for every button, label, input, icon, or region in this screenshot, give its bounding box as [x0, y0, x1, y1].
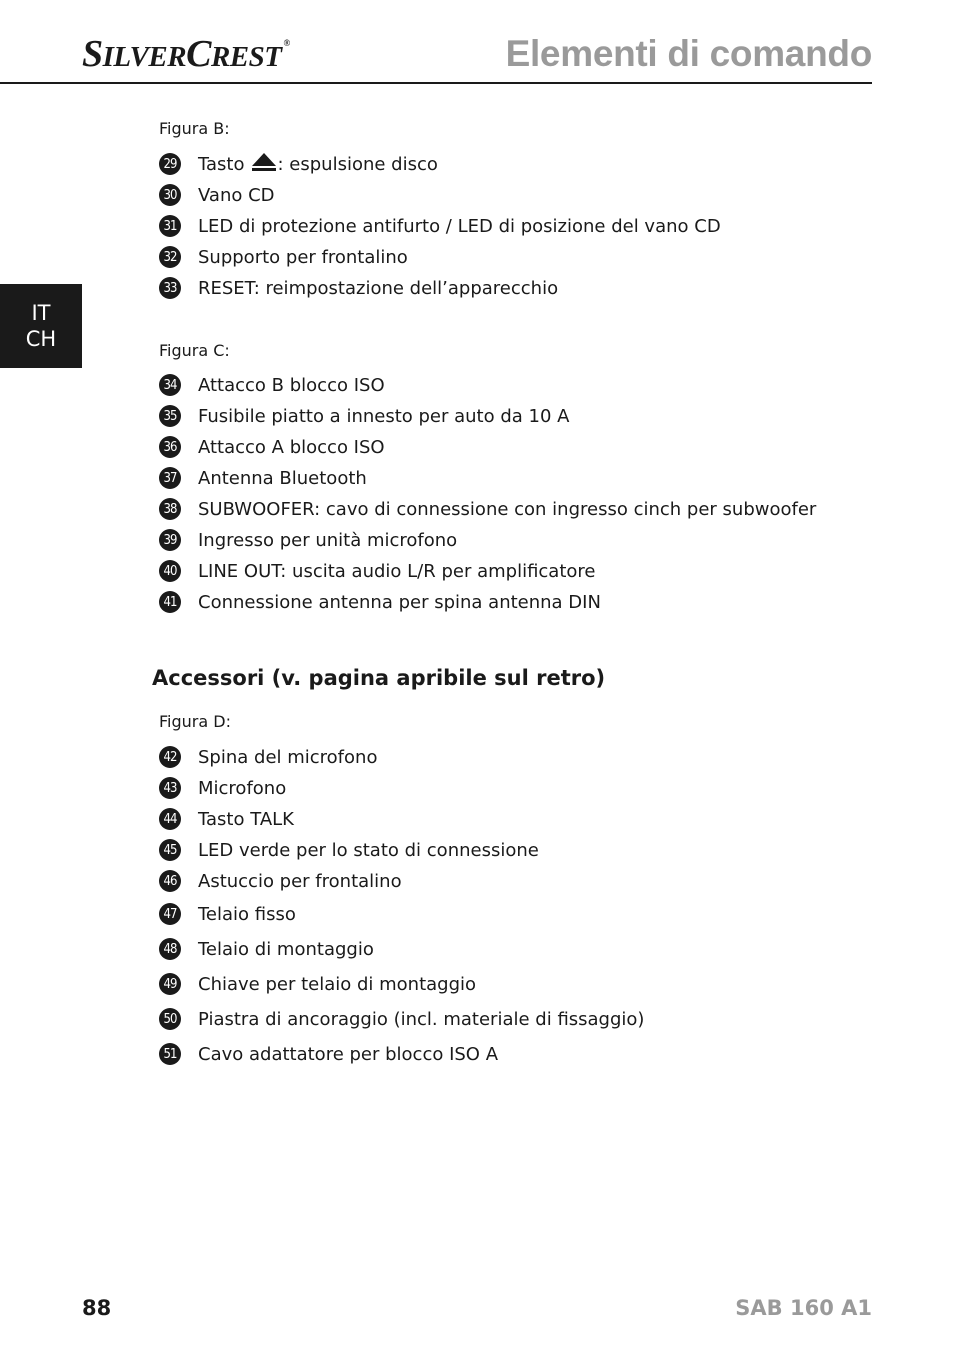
item-text: [198, 152, 438, 177]
list-item: [159, 591, 601, 613]
figure-b-label: Figura B:: [159, 119, 230, 138]
list-item: [159, 808, 294, 830]
item-text: Connessione antenna per spina antenna DIN: [198, 591, 601, 613]
list-item: [159, 277, 558, 299]
list-item: [159, 405, 569, 427]
item-text: RESET: reimpostazione dell’apparecchio: [198, 277, 559, 299]
list-item: [159, 870, 402, 892]
item-text: Attacco B blocco ISO: [198, 374, 385, 396]
page-number: 88: [82, 1296, 112, 1320]
item-text: Chiave per telaio di montaggio: [198, 973, 477, 995]
figure-d-label: Figura D:: [159, 712, 231, 731]
item-number-badge: 46: [159, 870, 181, 892]
item-number-badge: 41: [159, 591, 181, 613]
item-text: Spina del microfono: [198, 746, 378, 768]
item-text: Antenna Bluetooth: [198, 467, 367, 489]
item-text: Microfono: [198, 777, 287, 799]
list-item: [159, 746, 377, 768]
list-item: [159, 436, 385, 458]
item-text: Telaio fisso: [198, 903, 296, 925]
list-item: [159, 777, 286, 799]
item-text: Vano CD: [198, 184, 275, 206]
model-name: SAB 160 A1: [735, 1296, 872, 1320]
list-item: [159, 153, 438, 175]
item-number-badge: 29: [159, 153, 181, 175]
section-heading: Accessori (v. pagina apribile sul retro): [152, 666, 606, 690]
brand-logo: SILVERCREST ®: [82, 33, 290, 75]
item-text-after-icon: : espulsione disco: [277, 153, 438, 175]
item-text: Ingresso per unità microfono: [198, 529, 458, 551]
eject-icon: [251, 152, 277, 177]
item-number-badge: 48: [159, 938, 181, 960]
list-item: [159, 184, 275, 206]
item-number-badge: 39: [159, 529, 181, 551]
language-tab: [0, 284, 82, 368]
list-item: [159, 903, 296, 925]
item-text: Supporto per frontalino: [198, 246, 408, 268]
item-number-badge: 32: [159, 246, 181, 268]
item-text: Tasto TALK: [198, 808, 294, 830]
item-number-badge: 51: [159, 1043, 181, 1065]
item-text: LED di protezione antifurto / LED di posizione del vano CD: [198, 215, 721, 237]
item-number-badge: 44: [159, 808, 181, 830]
item-number-badge: 40: [159, 560, 181, 582]
item-text: LINE OUT: uscita audio L/R per amplificatore: [198, 560, 596, 582]
list-item: [159, 467, 367, 489]
item-number-badge: 42: [159, 746, 181, 768]
item-number-badge: 30: [159, 184, 181, 206]
item-text: LED verde per lo stato di connessione: [198, 839, 539, 861]
item-number-badge: 35: [159, 405, 181, 427]
list-item: [159, 246, 408, 268]
item-text: Fusibile piatto a innesto per auto da 10 A: [198, 405, 570, 427]
item-text: Astuccio per frontalino: [198, 870, 402, 892]
list-item: [159, 529, 457, 551]
item-number-badge: 37: [159, 467, 181, 489]
item-text: Piastra di ancoraggio (incl. materiale di fissaggio): [198, 1008, 645, 1030]
list-item: [159, 215, 721, 237]
figure-c-label: Figura C:: [159, 341, 230, 360]
header-divider: [0, 82, 872, 84]
item-text-before-icon: Tasto: [198, 153, 245, 175]
item-number-badge: 34: [159, 374, 181, 396]
item-number-badge: 43: [159, 777, 181, 799]
item-number-badge: 38: [159, 498, 181, 520]
item-text: Attacco A blocco ISO: [198, 436, 385, 458]
list-item: [159, 1008, 644, 1030]
list-item: [159, 1043, 498, 1065]
language-tab-line2: CH: [25, 327, 57, 351]
list-item: [159, 560, 596, 582]
item-number-badge: 31: [159, 215, 181, 237]
item-number-badge: 45: [159, 839, 181, 861]
language-tab-line1: IT: [31, 301, 51, 325]
list-item: [159, 374, 385, 396]
item-text: SUBWOOFER: cavo di connessione con ingresso cinch per subwoofer: [198, 498, 817, 520]
page-title: Elementi di comando: [505, 33, 872, 74]
list-item: [159, 938, 374, 960]
item-number-badge: 33: [159, 277, 181, 299]
item-number-badge: 49: [159, 973, 181, 995]
list-item: [159, 498, 816, 520]
item-text: Telaio di montaggio: [198, 938, 374, 960]
item-number-badge: 36: [159, 436, 181, 458]
list-item: [159, 973, 476, 995]
item-number-badge: 50: [159, 1008, 181, 1030]
list-item: [159, 839, 539, 861]
item-number-badge: 47: [159, 903, 181, 925]
item-text: Cavo adattatore per blocco ISO A: [198, 1043, 499, 1065]
